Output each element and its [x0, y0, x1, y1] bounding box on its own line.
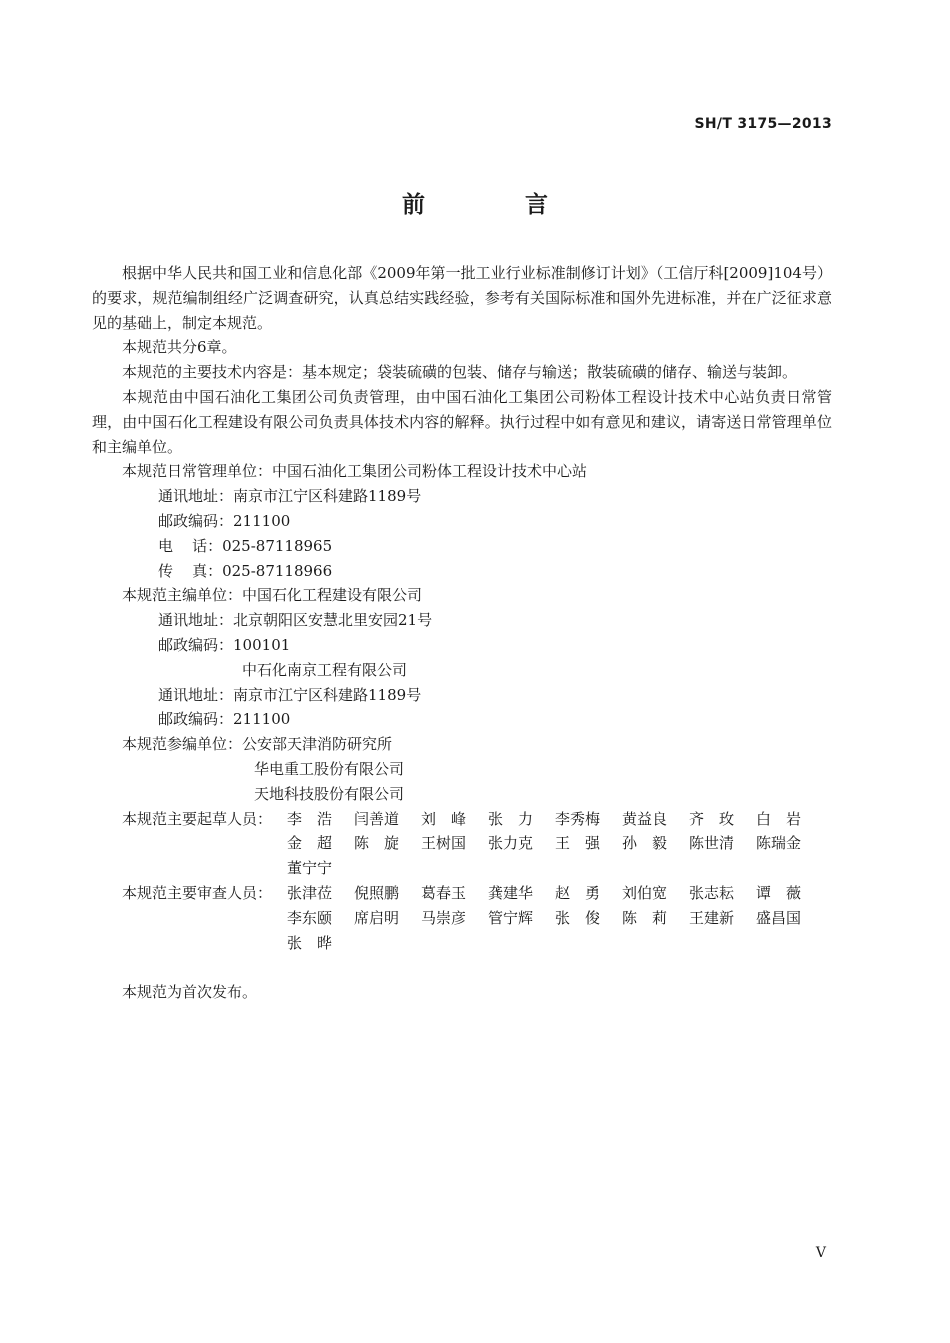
- daily-unit-label: 本规范日常管理单位：: [122, 462, 273, 481]
- person-name: 李东颐: [287, 908, 333, 927]
- fax-label: 传 真：: [158, 561, 223, 580]
- daily-unit-phone-row: [92, 534, 832, 559]
- chief-unit-row: [92, 583, 832, 608]
- chief-unit-name2-row: [92, 658, 832, 683]
- person-name: 白 岩: [756, 809, 802, 828]
- person-name: 管宁辉: [488, 908, 534, 927]
- reviewers-label: 本规范主要审查人员：: [122, 883, 273, 902]
- document-body: [92, 261, 832, 1005]
- person-name: 张志耘: [689, 883, 735, 902]
- address-value: 南京市江宁区科建路1189号: [233, 685, 422, 704]
- person-name: 孙 毅: [622, 834, 668, 853]
- person-name: 王 强: [555, 834, 601, 853]
- postcode-value: 211100: [233, 511, 291, 530]
- page-title: 前 言: [401, 192, 594, 218]
- drafters-label: 本规范主要起草人员：: [122, 809, 273, 828]
- chief-unit-postcode-row: [92, 633, 832, 658]
- participating-row: [92, 732, 832, 757]
- chief-unit-address2-row: [92, 683, 832, 708]
- phone-value: 025-87118965: [222, 536, 333, 555]
- participating-unit: 华电重工股份有限公司: [254, 759, 405, 778]
- person-name: 董宁宁: [287, 859, 333, 878]
- address-value: 北京朝阳区安慧北里安园21号: [233, 611, 433, 630]
- paragraph-content: 本规范的主要技术内容是：基本规定；袋装硫磺的包装、储存与输送；散装硫磺的储存、输送与装卸。: [122, 363, 798, 382]
- person-name: 张 俊: [555, 908, 601, 927]
- address-label: 通讯地址：: [158, 611, 234, 630]
- reviewers-grid: [287, 881, 823, 955]
- person-name: 刘 峰: [421, 809, 467, 828]
- person-name: 闫善道: [354, 809, 400, 828]
- reviewers-list: [92, 881, 832, 955]
- daily-unit-address-row: [92, 484, 832, 509]
- person-name: 刘伯宽: [622, 883, 668, 902]
- address-value: 南京市江宁区科建路1189号: [233, 487, 422, 506]
- standard-code: SH/T 3175—2013: [694, 116, 832, 132]
- daily-unit-postcode-row: [92, 509, 832, 534]
- person-name: 张 力: [488, 809, 534, 828]
- participating-row: [92, 782, 832, 807]
- person-name: 齐 玫: [689, 809, 735, 828]
- daily-unit-fax-row: [92, 559, 832, 584]
- postcode-label: 邮政编码：: [158, 635, 234, 654]
- person-name: 李 浩: [287, 809, 333, 828]
- drafters-grid: [287, 807, 823, 881]
- person-name: 陈世清: [689, 834, 735, 853]
- person-name: 陈 旋: [354, 834, 400, 853]
- postcode-label: 邮政编码：: [158, 710, 234, 729]
- person-name: 葛春玉: [421, 883, 467, 902]
- address-label: 通讯地址：: [158, 685, 234, 704]
- chief-unit-name2: 中石化南京工程有限公司: [242, 660, 408, 679]
- chief-unit-label: 本规范主编单位：: [122, 586, 243, 605]
- paragraph-management: 本规范由中国石油化工集团公司负责管理，由中国石油化工集团公司粉体工程设计技术中心站负责日常管理，由中国石化工程建设有限公司负责具体技术内容的解释。执行过程中如有意见和建议，请寄送日常管理单位和主编单位。: [92, 387, 832, 456]
- person-name: 王建新: [689, 908, 735, 927]
- postcode-label: 邮政编码：: [158, 511, 234, 530]
- paragraph-basis: 根据中华人民共和国工业和信息化部《2009年第一批工业行业标准制修订计划》（工信厅科[2009]104号）的要求，规范编制组经广泛调查研究，认真总结实践经验，参考有关国际标准和国外先进标准，并在广泛征求意见的基础上，制定本规范。: [92, 264, 832, 332]
- participating-unit: 公安部天津消防研究所: [242, 735, 393, 754]
- person-name: 陈 莉: [622, 908, 668, 927]
- person-name: 龚建华: [488, 883, 534, 902]
- person-name: 赵 勇: [555, 883, 601, 902]
- fax-value: 025-87118966: [222, 561, 333, 580]
- person-name: 张力克: [488, 834, 534, 853]
- closing-row: [92, 980, 832, 1005]
- person-name: 黄益良: [622, 809, 668, 828]
- participating-row: [92, 757, 832, 782]
- person-name: 张津莅: [287, 883, 333, 902]
- person-name: 谭 薇: [756, 883, 802, 902]
- phone-label: 电 话：: [158, 536, 223, 555]
- postcode-value: 211100: [233, 710, 291, 729]
- page-number: V: [815, 1245, 826, 1261]
- chief-unit-name: 中国石化工程建设有限公司: [242, 586, 423, 605]
- person-name: 王树国: [421, 834, 467, 853]
- participating-unit: 天地科技股份有限公司: [254, 784, 405, 803]
- chief-unit-address-row: [92, 608, 832, 633]
- person-name: 席启明: [354, 908, 400, 927]
- closing-text: 本规范为首次发布。: [122, 983, 258, 1002]
- person-name: 李秀梅: [555, 809, 601, 828]
- paragraph-chapters: 本规范共分6章。: [122, 338, 237, 357]
- person-name: 金 超: [287, 834, 333, 853]
- participating-label: 本规范参编单位：: [122, 735, 243, 754]
- daily-unit-name: 中国石油化工集团公司粉体工程设计技术中心站: [272, 462, 588, 481]
- person-name: 陈瑞金: [756, 834, 802, 853]
- postcode-value: 100101: [233, 635, 291, 654]
- chief-unit-postcode2-row: [92, 707, 832, 732]
- person-name: 倪照鹏: [354, 883, 400, 902]
- daily-unit-row: [92, 459, 832, 484]
- person-name: 盛昌国: [756, 908, 802, 927]
- address-label: 通讯地址：: [158, 487, 234, 506]
- person-name: 马崇彦: [421, 908, 467, 927]
- person-name: 张 晔: [287, 933, 333, 952]
- drafters-list: [92, 807, 832, 881]
